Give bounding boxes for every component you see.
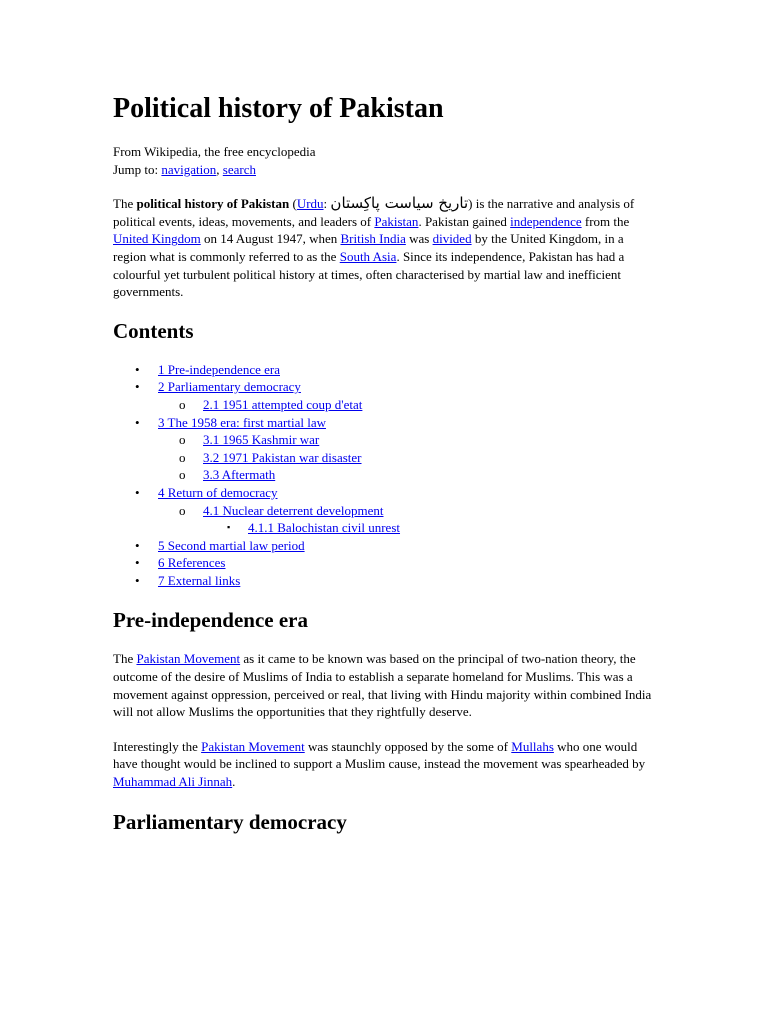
toc-item [113, 572, 658, 590]
bullet-icon: • [135, 555, 140, 571]
toc-link-return-of-democracy[interactable]: 4 Return of democracy [158, 484, 278, 500]
british-india-link[interactable]: British India [340, 231, 406, 247]
intro-text: . Since its independence, Pakistan has had a colourful yet turbulent political history at times, often characterised by martial law and inefficient governments. [113, 248, 625, 300]
pre-independence-paragraph-1 [113, 650, 658, 720]
divided-link[interactable]: divided [432, 231, 472, 247]
circle-bullet-icon: o [179, 396, 186, 412]
jump-search-link[interactable]: search [222, 161, 256, 177]
circle-bullet-icon: o [179, 467, 186, 483]
intro-text: : [323, 196, 331, 212]
toc-link-references[interactable]: 6 References [158, 555, 226, 571]
toc-item [113, 414, 658, 432]
section-heading-pre-independence: Pre-independence era [113, 608, 308, 633]
intro-text: from the [581, 213, 630, 229]
body-text: The [113, 651, 137, 667]
toc-item [113, 484, 658, 502]
body-text: as it came to be known was based on the principal of two-nation theory, the outcome of the desire of Muslims of India to establish a separate homeland for Muslims. This was a movement against oppression, perceived or real, that living with Hindu majority within combined India will not allow Muslims the opportunities that they rightfully deserve. [113, 651, 652, 720]
toc-link-nuclear-deterrent[interactable]: 4.1 Nuclear deterrent development [203, 502, 384, 518]
pre-independence-paragraph-2 [113, 738, 658, 791]
bullet-icon: • [135, 379, 140, 395]
toc-link-1951-coup[interactable]: 2.1 1951 attempted coup d'etat [203, 396, 363, 412]
toc-link-1958-era[interactable]: 3 The 1958 era: first martial law [158, 414, 326, 430]
intro-paragraph [113, 195, 658, 301]
body-text: was staunchly opposed by the some of [304, 738, 512, 754]
muhammad-ali-jinnah-link[interactable]: Muhammad Ali Jinnah [113, 774, 233, 790]
toc-link-1965-kashmir-war[interactable]: 3.1 1965 Kashmir war [203, 432, 320, 448]
toc-item [113, 449, 658, 467]
toc-item [113, 502, 658, 520]
square-bullet-icon: ▪ [227, 522, 231, 533]
intro-text: by the United Kingdom, in a region what is commonly referred to as the [113, 231, 624, 264]
united-kingdom-link[interactable]: United Kingdom [113, 231, 201, 247]
south-asia-link[interactable]: South Asia [339, 248, 397, 264]
toc-link-parliamentary-democracy[interactable]: 2 Parliamentary democracy [158, 379, 301, 395]
toc-link-aftermath[interactable]: 3.3 Aftermath [203, 467, 276, 483]
toc-item [113, 361, 658, 379]
jump-to-line [113, 161, 658, 179]
toc-item [113, 378, 658, 396]
jump-separator: , [216, 161, 223, 177]
site-subtitle: From Wikipedia, the free encyclopedia [113, 144, 316, 159]
urdu-title-text: تاریخ سیاست پاکِستان [330, 194, 469, 213]
bullet-icon: • [135, 537, 140, 553]
circle-bullet-icon: o [179, 449, 186, 465]
pakistan-movement-link[interactable]: Pakistan Movement [136, 651, 241, 667]
toc-item [113, 431, 658, 449]
intro-text: was [405, 231, 433, 247]
urdu-link[interactable]: Urdu [296, 196, 324, 212]
jump-to-label: Jump to: [113, 161, 162, 177]
toc-link-second-martial-law[interactable]: 5 Second martial law period [158, 537, 305, 553]
jump-navigation-link[interactable]: navigation [161, 161, 217, 177]
bullet-icon: • [135, 484, 140, 500]
intro-text: ( [289, 196, 297, 212]
bullet-icon: • [135, 361, 140, 377]
toc-link-1971-war[interactable]: 3.2 1971 Pakistan war disaster [203, 449, 362, 465]
circle-bullet-icon: o [179, 432, 186, 448]
bullet-icon: • [135, 414, 140, 430]
body-text: Interestingly the [113, 738, 202, 754]
independence-link[interactable]: independence [510, 213, 582, 229]
body-text: . [232, 774, 236, 790]
toc-item [113, 396, 658, 414]
toc-item [113, 519, 658, 537]
page-title: Political history of Pakistan [113, 93, 444, 124]
intro-text: ) is the narrative and analysis of political events, ideas, movements, and leaders of [113, 196, 635, 229]
toc-item [113, 537, 658, 555]
mullahs-link[interactable]: Mullahs [511, 738, 554, 754]
contents-heading: Contents [113, 318, 194, 343]
circle-bullet-icon: o [179, 502, 186, 518]
toc-item [113, 554, 658, 572]
intro-text: on 14 August 1947, when [200, 231, 341, 247]
toc-link-external-links[interactable]: 7 External links [158, 572, 241, 588]
body-text: who one would have thought would be inclined to support a Muslim cause, instead the movement was spearheaded by [113, 738, 646, 772]
intro-bold-term: political history of Pakistan [136, 196, 290, 212]
article-content [113, 92, 658, 852]
section-heading-parliamentary-democracy: Parliamentary democracy [113, 809, 347, 834]
toc-item [113, 466, 658, 484]
toc-link-pre-independence[interactable]: 1 Pre-independence era [158, 361, 280, 377]
bullet-icon: • [135, 572, 140, 588]
pakistan-movement-link[interactable]: Pakistan Movement [201, 738, 305, 754]
table-of-contents [113, 361, 658, 590]
toc-link-balochistan-unrest[interactable]: 4.1.1 Balochistan civil unrest [248, 520, 401, 536]
pakistan-link[interactable]: Pakistan [374, 213, 419, 229]
intro-text: The [113, 196, 137, 212]
intro-text: . Pakistan gained [418, 213, 511, 229]
